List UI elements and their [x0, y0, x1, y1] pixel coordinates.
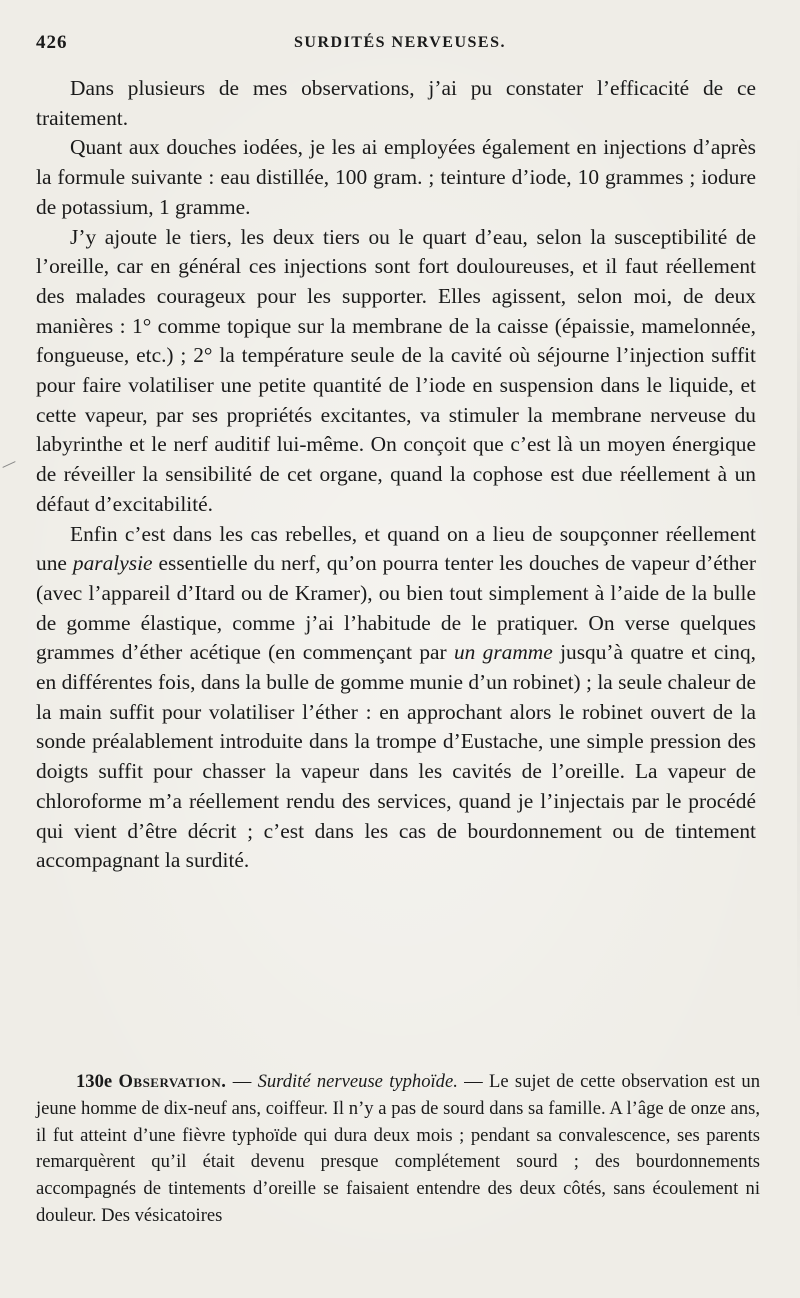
paragraph-4 — [36, 520, 756, 876]
page-header — [36, 32, 764, 60]
observation-paragraph — [36, 1069, 760, 1230]
paragraph-4-part-1: Enfin c’est dans les cas rebelles, et quand on a lieu de soupçonner réellement une — [36, 521, 756, 576]
body-text — [36, 74, 756, 876]
paragraph-3: J’y ajoute le tiers, les deux tiers ou le quart d’eau, selon la susceptibilité de l’oreille, car en général ces injections sont fort douloureuses, et il faut réellement des malades courageux pour les supporter. Elles agissent, selon moi, de deux manières : 1° comme topique sur la membrane de la caisse (épaissie, mamelonnée, fongueuse, etc.) ; 2° la température seule de la cavité où séjourne l’injection suffit pour faire volatiliser une petite quantité de l’iode en suspension dans le liquide, et cette vapeur, par ses propriétés excitantes, va stimuler la membrane nerveuse du labyrinthe et le nerf auditif lui-même. On conçoit que c’est là un moyen énergique de réveiller la sensibilité de cet organe, quand la cophose est due réellement à un défaut d’excitabilité. — [36, 224, 756, 516]
observation-dash-1: — — [226, 1071, 258, 1092]
italic-un-gramme: un gramme — [453, 640, 553, 665]
page-number: 426 — [36, 32, 68, 53]
paragraph-2: Quant aux douches iodées, je les ai employées également en injections d’après la formule suivante : eau distillée, 100 gram. ; teinture d’iode, 10 grammes ; iodure de potassium, 1 gramme. — [36, 135, 756, 219]
observation-block — [36, 1069, 760, 1230]
italic-paralysie: paralysie — [72, 551, 153, 576]
paragraph-1: Dans plusieurs de mes observations, j’ai pu constater l’efficacité de ce traitement. — [36, 76, 756, 130]
observation-title: Surdité nerveuse typhoïde. — [257, 1071, 458, 1092]
observation-heading: Observation. — [118, 1071, 227, 1092]
observation-number: 130e — [76, 1071, 113, 1092]
observation-text: Le sujet de cette observation est un jeune homme de dix-neuf ans, coiffeur. Il n’y a pas de sourd dans sa famille. A l’âge de onze ans, il fut atteint d’une fièvre typhoïde qui dura deux mois ; pendant sa convalescence, ses parents remarquèrent qu’il était devenu presque complétement sourd ; des bourdonnements accompagnés de tintements d’oreille se faisaient entendre des deux côtés, sans écoulement ni douleur. Des vésicatoires — [36, 1071, 761, 1226]
running-head: SURDITÉS NERVEUSES. — [294, 34, 506, 51]
observation-dash-2: — — [457, 1071, 490, 1092]
margin-pencil-mark — [2, 461, 15, 468]
paragraph-4-part-2: essentielle du nerf, qu’on pourra tenter les douches de vapeur d’éther (avec l’appareil d’Itard ou de Kramer), ou bien tout simplement à l’aide de la bulle de gomme élastique, comme j’ai l’habitude de le pratiquer. On verse quelques grammes d’éther acétique (en commençant par — [36, 551, 757, 665]
paragraph-4-part-3: jusqu’à quatre et cinq, en différentes fois, dans la bulle de gomme munie d’un robinet) ; la seule chaleur de la main suffit pour volatiliser l’éther : en approchant alors le robinet ouvert de la sonde préalablement introduite dans la trompe d’Eustache, une simple pression des doigts suffit pour chasser la vapeur dans les cavités de l’oreille. La vapeur de chloroforme m’a réellement rendu des services, quand je l’injectais par le procédé qui vient d’être décrit ; c’est dans les cas de bourdonnement ou de tintement accompagnant la surdité. — [36, 640, 757, 873]
